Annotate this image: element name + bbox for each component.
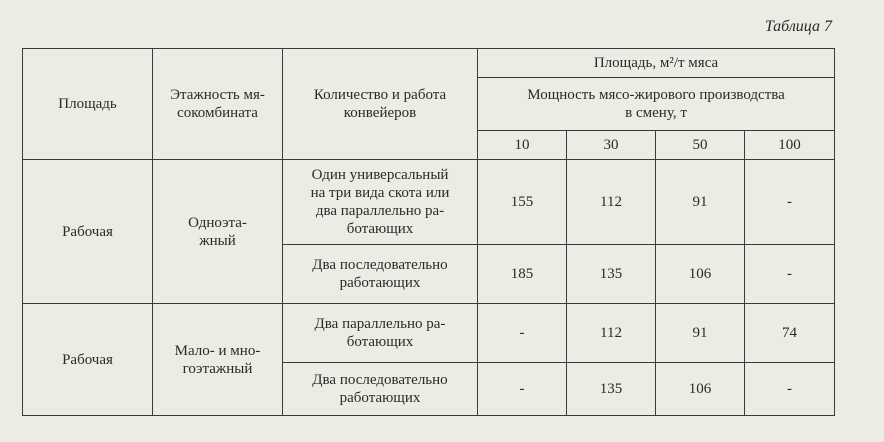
cell-value: 106	[656, 363, 745, 416]
cell-value: 112	[567, 304, 656, 363]
header-area: Площадь	[23, 49, 153, 160]
cell-conveyor: Два параллельно ра- ботающих	[283, 304, 478, 363]
cell-value: -	[745, 160, 835, 245]
header-capacity-50: 50	[656, 131, 745, 160]
cell-floors: Одноэта- жный	[153, 160, 283, 304]
header-capacity-30: 30	[567, 131, 656, 160]
cell-value: 106	[656, 245, 745, 304]
table-row	[23, 304, 835, 363]
header-capacity-100: 100	[745, 131, 835, 160]
cell-floors: Мало- и мно- гоэтажный	[153, 304, 283, 416]
cell-value: -	[478, 363, 567, 416]
cell-value: 91	[656, 160, 745, 245]
cell-value: 112	[567, 160, 656, 245]
cell-conveyor: Два последовательно работающих	[283, 245, 478, 304]
cell-conveyor: Два последовательно работающих	[283, 363, 478, 416]
header-area-per-ton: Площадь, м²/т мяса	[478, 49, 835, 78]
cell-value: -	[745, 363, 835, 416]
header-floors: Этажность мя- сокомбината	[153, 49, 283, 160]
cell-value: -	[745, 245, 835, 304]
cell-value: 135	[567, 245, 656, 304]
table-row	[23, 160, 835, 245]
cell-value: -	[478, 304, 567, 363]
cell-area: Рабочая	[23, 304, 153, 416]
table-caption: Таблица 7	[764, 18, 832, 35]
header-capacity-10: 10	[478, 131, 567, 160]
cell-value: 155	[478, 160, 567, 245]
cell-value: 74	[745, 304, 835, 363]
cell-value: 91	[656, 304, 745, 363]
header-conveyors: Количество и работа конвейеров	[283, 49, 478, 160]
cell-value: 185	[478, 245, 567, 304]
header-capacity: Мощность мясо-жирового производства в смену, т	[478, 78, 835, 131]
data-table	[22, 48, 835, 416]
cell-area: Рабочая	[23, 160, 153, 304]
cell-value: 135	[567, 363, 656, 416]
cell-conveyor: Один универсальный на три вида скота или два параллельно ра- ботающих	[283, 160, 478, 245]
